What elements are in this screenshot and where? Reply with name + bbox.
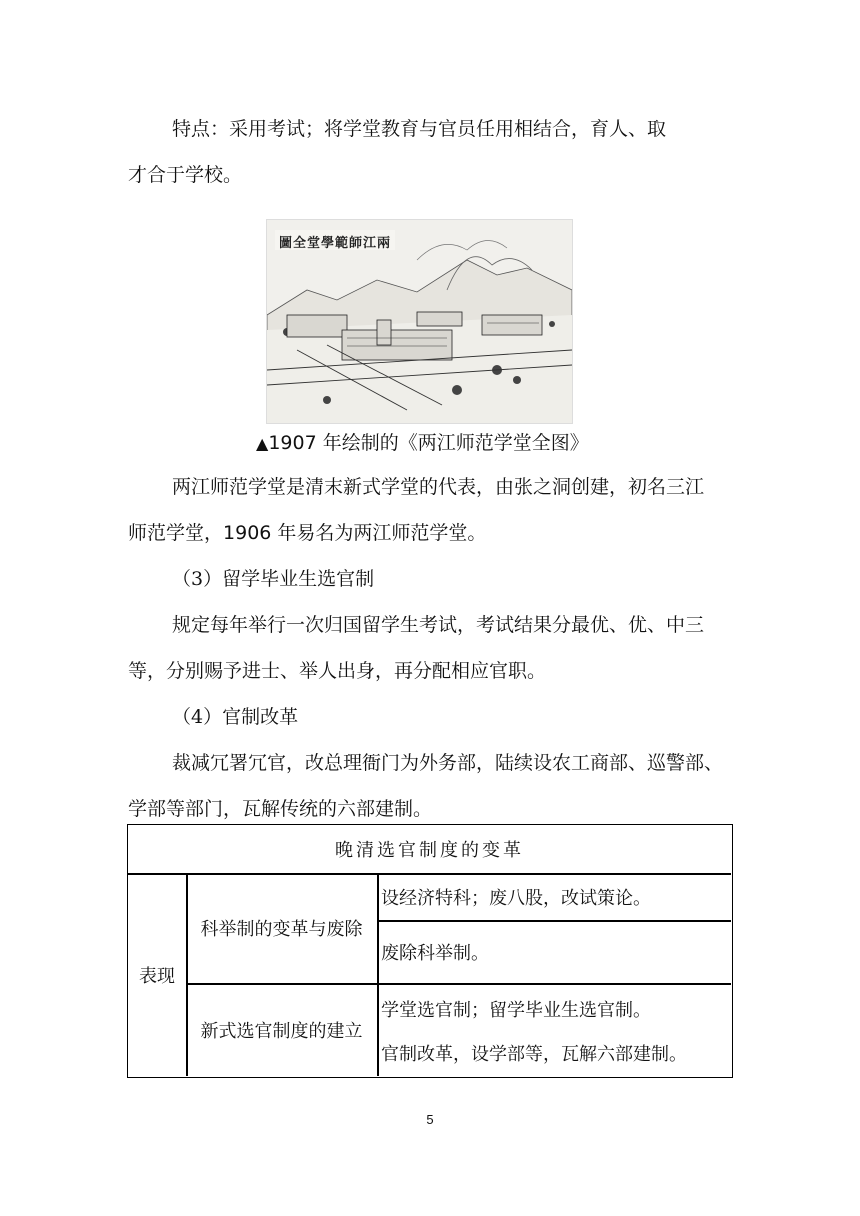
caption-year: 1907 [268, 432, 317, 454]
caption-text: 年绘制的《两江师范学堂全图》 [316, 432, 589, 454]
paragraph-reform-line1: 裁减冗署冗官，改总理衙门为外务部，陆续设农工商部、巡警部、 [172, 752, 724, 774]
table-category-label: 表现 [139, 965, 175, 987]
figure-caption [256, 430, 589, 457]
school-line2-year: 1906 [223, 522, 272, 544]
school-line2-part1: 师范学堂， [128, 522, 224, 544]
paragraph-school-line1: 两江师范学堂是清末新式学堂的代表，由张之洞创建，初名三江 [172, 476, 705, 498]
heading-overseas-students: （3）留学毕业生选官制 [172, 568, 375, 590]
table-group1-item2: 废除科举制。 [381, 943, 489, 964]
table-group1-item1: 设经济特科；废八股，改试策论。 [381, 887, 651, 909]
summary-table [127, 824, 733, 1078]
table-group2-item1: 学堂选官制；留学毕业生选官制。 [381, 1000, 651, 1021]
table-title: 晚清选官制度的变革 [335, 840, 524, 861]
table-group1-label: 科举制的变革与废除 [200, 919, 363, 940]
paragraph-exam-line2: 等，分别赐予进士、举人出身，再分配相应官职。 [128, 660, 547, 682]
school-line2-part3: 年易名为两江师范学堂。 [271, 522, 487, 544]
caption-triangle-icon: ▲ [256, 434, 269, 453]
page-number: 5 [426, 1112, 434, 1127]
illustration-inscription: 圖全堂學範師江兩 [279, 236, 392, 251]
table-group2-item2: 官制改革，设学部等，瓦解六部建制。 [381, 1044, 687, 1065]
table-rule [377, 873, 379, 1076]
paragraph-reform-line2: 学部等部门，瓦解传统的六部建制。 [128, 798, 433, 820]
heading-official-reform: （4）官制改革 [172, 706, 299, 728]
paragraph-exam-line1: 规定每年举行一次归国留学生考试，考试结果分最优、优、中三 [172, 614, 705, 636]
paragraph-features-line2: 才合于学校。 [128, 164, 243, 186]
liangjiang-school-illustration [266, 219, 573, 424]
paragraph-features-line1: 特点：采用考试；将学堂教育与官员任用相结合，育人、取 [172, 118, 667, 140]
table-group2-label: 新式选官制度的建立 [200, 1021, 363, 1042]
paragraph-school-line2 [128, 520, 486, 546]
